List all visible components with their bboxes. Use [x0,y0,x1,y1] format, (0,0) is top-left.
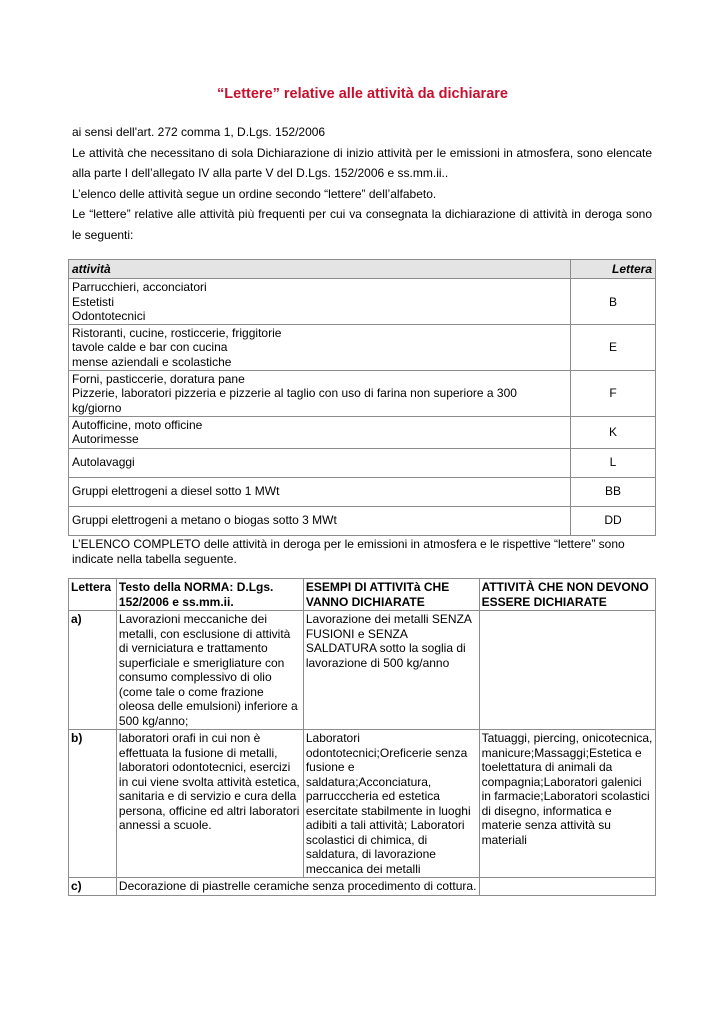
table-row [69,611,656,730]
table-row [69,506,656,535]
activity-cell [69,506,571,535]
activity-line: Gruppi elettrogeni a metano o biogas sotto 3 MWt [72,513,337,528]
letter-cell: E [571,325,656,371]
intro-paragraph: Le attività che necessitano di sola Dichiarazione di inizio attività per le emissioni in atmosfera, sono elencate alla parte I dell’allegato IV alla parte V del D.Lgs. 152/2006 e ss.mm.ii.. [72,145,652,180]
activity-cell [69,371,571,417]
frequent-letters-table [68,259,656,536]
header-activity: attività [69,260,571,279]
activity-line: Estetisti [72,294,115,309]
table-row [69,477,656,506]
activity-line: mense aziendali e scolastiche [72,354,232,369]
activity-line: Autorimesse [72,432,139,447]
intro-paragraph: ai sensi dell'art. 272 comma 1, D.Lgs. 152/2006 [72,125,326,139]
header-letter: Lettera [571,260,656,279]
middle-paragraph: L’ELENCO COMPLETO delle attività in deroga per le emissioni in atmosfera e le rispettive “lettere” sono indicate nella tabella seguente. [72,537,625,566]
complete-list-text [72,537,657,567]
table-row [69,878,656,896]
letter-cell: F [571,371,656,417]
letter-cell: B [571,279,656,325]
activity-line: Odontotecnici [72,308,146,323]
activity-cell [69,477,571,506]
table-row [69,279,656,325]
table-row [69,416,656,448]
letter-cell: K [571,416,656,448]
table-row [69,325,656,371]
header-norm: Testo della NORMA: D.Lgs. 152/2006 e ss.mm.ii. [116,579,303,611]
activity-line: Autofficine, moto officine [72,417,203,432]
activity-line: Gruppi elettrogeni a diesel sotto 1 MWt [72,484,280,499]
document-title: “Lettere” relative alle attività da dichiarare [217,86,508,102]
letter-cell: b) [69,730,117,878]
letter-cell: c) [69,878,117,896]
excluded-cell [479,878,655,896]
examples-cell: Laboratori odontotecnici;Oreficerie senza fusione e saldatura;Acconciatura, parrucccheria ed estetica esercitate stabilmente in luoghi adibiti a tali attività; Laboratori scolastici di chimica, di saldatura, di lavorazione meccanica dei metalli [303,730,479,878]
activity-line: Forni, pasticcerie, doratura pane [72,372,245,387]
intro-text [72,122,652,245]
letter-cell: DD [571,506,656,535]
activity-cell [69,448,571,477]
letter-cell: BB [571,477,656,506]
activity-line: tavole calde e bar con cucina [72,340,228,355]
intro-paragraph: Le “lettere” relative alle attività più frequenti per cui va consegnata la dichiarazione di attività in deroga sono le seguenti: [72,207,652,242]
table-header-row [69,579,656,611]
excluded-cell: Tatuaggi, piercing, onicotecnica, manicure;Massaggi;Estetica e toelettatura di animali da compagnia;Laboratori galenici in farmacie;Laboratori scolastici di disegno, informatica e materie senza attività su materiali [479,730,655,878]
examples-cell: Lavorazione dei metalli SENZA FUSIONI e SENZA SALDATURA sotto la soglia di lavorazione di 500 kg/anno [303,611,479,730]
norm-cell: Decorazione di piastrelle ceramiche senza procedimento di cottura. [116,878,479,896]
table-row [69,730,656,878]
activity-cell [69,325,571,371]
activity-cell [69,279,571,325]
table-row [69,448,656,477]
intro-paragraph: L’elenco delle attività segue un ordine secondo “lettere” dell’alfabeto. [72,186,437,201]
activity-cell [69,416,571,448]
header-examples: ESEMPI DI ATTIVITà CHE VANNO DICHIARATE [303,579,479,611]
activity-line: Parrucchieri, acconciatori [72,280,207,295]
norm-cell: laboratori orafi in cui non è effettuata la fusione di metalli, laboratori odontotecnici, esercizi in cui viene svolta attività estetica, sanitaria e di servizio e cura della persona, officine ed altri laboratori annessi a scuole. [116,730,303,878]
table-row [69,371,656,417]
norm-cell: Lavorazioni meccaniche dei metalli, con esclusione di attività di verniciatura e trattamento superficiale e smerigliature con consumo complessivo di olio (come tale o come frazione oleosa delle emulsioni) inferiore a 500 kg/anno; [116,611,303,730]
activity-line: Ristoranti, cucine, rosticcerie, friggitorie [72,326,282,341]
activity-line: Pizzerie, laboratori pizzeria e pizzerie al taglio con uso di farina non superiore a 300 kg/giorno [72,386,517,415]
excluded-cell [479,611,655,730]
letter-cell: a) [69,611,117,730]
complete-letters-table [68,578,656,896]
table-header-row [69,260,656,279]
header-excluded: ATTIVITÀ CHE NON DEVONO ESSERE DICHIARATE [479,579,655,611]
letter-cell: L [571,448,656,477]
activity-line: Autolavaggi [72,455,135,470]
header-letter: Lettera [69,579,117,611]
